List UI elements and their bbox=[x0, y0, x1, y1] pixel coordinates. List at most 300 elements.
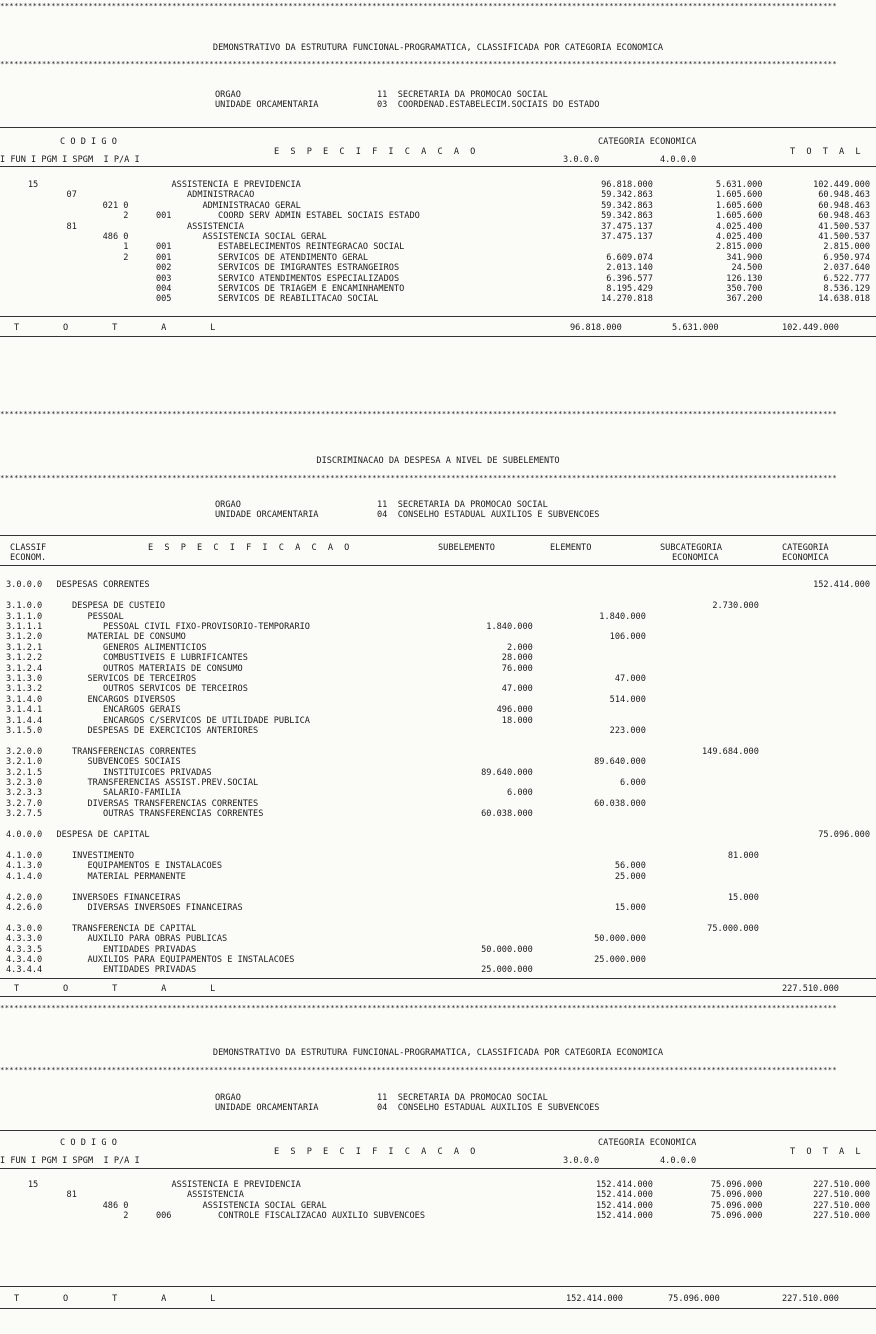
elemento-cell bbox=[533, 841, 646, 851]
fun-cell: 15 bbox=[27, 180, 39, 190]
subelemento-cell bbox=[420, 570, 533, 580]
fun-cell bbox=[6, 190, 38, 200]
subelemento-cell bbox=[420, 893, 533, 903]
subelemento-cell bbox=[420, 726, 533, 736]
categoria-cell bbox=[759, 861, 870, 871]
elemento-cell bbox=[533, 736, 646, 746]
section2-h-subcat1: SUBCATEGORIA bbox=[660, 543, 723, 553]
cat2-cell: 1.605.600 bbox=[715, 190, 763, 201]
fun-cell bbox=[6, 222, 38, 232]
classif-cell: 4.2.0.0 bbox=[6, 892, 43, 903]
total-cell: 6.950.974 bbox=[823, 252, 870, 263]
desc-cell: OUTROS MATERIAIS DE CONSUMO bbox=[56, 663, 243, 674]
subelemento-cell bbox=[420, 632, 533, 642]
subcategoria-cell bbox=[646, 788, 759, 798]
elemento-cell bbox=[533, 768, 646, 778]
total-cell: 41.500.537 bbox=[818, 232, 870, 243]
desc-cell: GENEROS ALIMENTICIOS bbox=[56, 642, 207, 653]
pgm-cell bbox=[38, 253, 77, 263]
total-cell: 60.948.463 bbox=[818, 200, 870, 211]
pgm-cell bbox=[38, 211, 77, 221]
desc-cell: DESPESA DE CUSTEIO bbox=[56, 601, 166, 612]
subelemento-cell bbox=[420, 612, 533, 622]
cat1-cell: 152.414.000 bbox=[595, 1211, 653, 1222]
section2-unidade-value: 04 CONSELHO ESTADUAL AUXILIOS E SUBVENCOES bbox=[377, 510, 600, 520]
subcategoria-cell bbox=[646, 674, 759, 684]
section1-cat-col2: 4.0.0.0 bbox=[660, 155, 697, 165]
cat1-cell: 59.342.863 bbox=[601, 211, 653, 222]
elemento-cell: 25.000 bbox=[614, 871, 646, 882]
desc-cell: MATERIAL DE CONSUMO bbox=[56, 632, 186, 643]
desc-cell: TRANSFERENCIAS ASSIST.PREV.SOCIAL bbox=[56, 778, 259, 789]
table-row bbox=[6, 955, 870, 965]
fun-cell bbox=[6, 263, 38, 273]
classif-cell bbox=[6, 913, 56, 923]
subelemento-cell bbox=[420, 830, 533, 840]
elemento-cell: 50.000.000 bbox=[594, 934, 646, 945]
section3-unidade-label: UNIDADE ORCAMENTARIA bbox=[215, 1103, 319, 1113]
subelemento-cell: 50.000.000 bbox=[481, 944, 533, 955]
subelemento-cell: 28.000 bbox=[501, 653, 533, 664]
table-row bbox=[6, 913, 870, 923]
total-cell: 227.510.000 bbox=[813, 1190, 870, 1201]
star-border-top-3: ************************************************************************************************************************************************************************************ bbox=[0, 1004, 837, 1012]
elemento-cell: 6.000 bbox=[620, 778, 646, 789]
table-row bbox=[6, 253, 870, 263]
total-cell: 227.510.000 bbox=[813, 1180, 870, 1190]
classif-cell: 3.1.1.0 bbox=[6, 611, 43, 622]
subcategoria-cell bbox=[646, 799, 759, 809]
section2-h-subelemento: SUBELEMENTO bbox=[438, 543, 495, 553]
desc-cell: OUTROS SERVICOS DE TERCEIROS bbox=[56, 684, 248, 695]
cat2-cell: 24.500 bbox=[731, 263, 763, 274]
categoria-cell bbox=[759, 632, 870, 642]
subelemento-cell bbox=[420, 841, 533, 851]
classif-cell: 4.1.0.0 bbox=[6, 850, 43, 861]
subcategoria-cell: 81.000 bbox=[727, 850, 759, 861]
elemento-cell bbox=[533, 788, 646, 798]
subelemento-cell bbox=[420, 580, 533, 590]
classif-cell: 3.2.0.0 bbox=[6, 746, 43, 757]
fun-cell bbox=[6, 253, 38, 263]
table-row bbox=[6, 591, 870, 601]
categoria-cell bbox=[759, 924, 870, 934]
elemento-cell bbox=[533, 705, 646, 715]
pa-cell bbox=[128, 201, 171, 211]
subelemento-cell bbox=[420, 924, 533, 934]
categoria-cell bbox=[759, 955, 870, 965]
section3-espec-header: E S P E C I F I C A C A O bbox=[274, 1147, 479, 1157]
subelemento-cell: 18.000 bbox=[501, 715, 533, 726]
table-row bbox=[6, 570, 870, 580]
subcategoria-cell: 149.684.000 bbox=[701, 746, 759, 757]
elemento-cell bbox=[533, 809, 646, 819]
classif-cell: 4.3.3.5 bbox=[6, 944, 43, 955]
classif-cell bbox=[6, 570, 56, 580]
subelemento-cell bbox=[420, 736, 533, 746]
cat1-cell: 152.414.000 bbox=[595, 1190, 653, 1201]
table-row bbox=[6, 820, 870, 830]
desc-cell: PESSOAL CIVIL FIXO-PROVISORIO-TEMPORARIO bbox=[56, 622, 310, 632]
table-row bbox=[6, 263, 870, 273]
desc-cell: ENCARGOS C/SERVICOS DE UTILIDADE PUBLICA bbox=[56, 715, 310, 726]
elemento-cell bbox=[533, 684, 646, 694]
pgm-cell bbox=[38, 180, 77, 190]
section3-codigo-subheader: I FUN I PGM I SPGM I P/A I bbox=[0, 1156, 140, 1166]
section1-total-header: T O T A L bbox=[790, 147, 864, 157]
classif-cell: 3.1.1.1 bbox=[6, 622, 43, 632]
categoria-cell bbox=[759, 695, 870, 705]
categoria-cell bbox=[759, 903, 870, 913]
classif-cell: 3.1.3.0 bbox=[6, 674, 43, 685]
classif-cell: 3.1.2.2 bbox=[6, 653, 43, 664]
table-row bbox=[6, 242, 870, 252]
classif-cell: 4.3.4.4 bbox=[6, 965, 43, 976]
subelemento-cell bbox=[420, 913, 533, 923]
categoria-cell bbox=[759, 757, 870, 767]
total-cell: 6.522.777 bbox=[823, 273, 870, 284]
categoria-cell bbox=[759, 945, 870, 955]
categoria-cell bbox=[759, 934, 870, 944]
subcategoria-cell bbox=[646, 591, 759, 601]
desc-cell: ENCARGOS DIVERSOS bbox=[56, 694, 176, 705]
fun-cell bbox=[6, 232, 38, 242]
section2-h-cat1: CATEGORIA bbox=[782, 543, 829, 553]
elemento-cell: 60.038.000 bbox=[594, 798, 646, 809]
categoria-cell bbox=[759, 643, 870, 653]
categoria-cell bbox=[759, 705, 870, 715]
subcategoria-cell bbox=[646, 861, 759, 871]
table-row bbox=[6, 201, 870, 211]
classif-cell: 4.1.4.0 bbox=[6, 871, 43, 882]
desc-cell: TRANSFERENCIA DE CAPITAL bbox=[56, 923, 197, 934]
section2-h-classif: CLASSIF bbox=[10, 543, 47, 553]
table-row bbox=[6, 747, 870, 757]
subelemento-cell bbox=[420, 799, 533, 809]
cat1-cell bbox=[494, 242, 653, 252]
total-cell: 227.510.000 bbox=[813, 1200, 870, 1211]
categoria-cell bbox=[759, 664, 870, 674]
classif-cell: 3.1.5.0 bbox=[6, 726, 43, 737]
desc-cell: DESPESAS DE EXERCICIOS ANTERIORES bbox=[56, 726, 259, 737]
pa-cell bbox=[128, 1190, 171, 1200]
classif-cell: 3.2.7.0 bbox=[6, 798, 43, 809]
table-row bbox=[6, 872, 870, 882]
subelemento-cell bbox=[420, 903, 533, 913]
classif-cell bbox=[6, 591, 56, 601]
subelemento-cell: 60.038.000 bbox=[481, 809, 533, 820]
pa-cell: 005 bbox=[155, 294, 172, 305]
desc-cell: ASSISTENCIA E PREVIDENCIA bbox=[171, 180, 301, 190]
subcategoria-cell bbox=[646, 736, 759, 746]
fun-cell bbox=[6, 242, 38, 252]
elemento-cell bbox=[533, 580, 646, 590]
categoria-cell bbox=[759, 684, 870, 694]
pa-cell bbox=[128, 232, 171, 242]
cat1-cell: 37.475.137 bbox=[601, 221, 653, 232]
classif-cell: 3.2.1.0 bbox=[6, 757, 43, 768]
classif-cell: 3.1.4.0 bbox=[6, 694, 43, 705]
classif-cell: 3.1.4.1 bbox=[6, 705, 43, 716]
desc-cell: OUTRAS TRANSFERENCIAS CORRENTES bbox=[56, 809, 264, 820]
cat2-cell: 1.605.600 bbox=[715, 211, 763, 222]
section3-orgao-value: 11 SECRETARIA DA PROMOCAO SOCIAL bbox=[377, 1093, 548, 1103]
classif-cell: 4.0.0.0 bbox=[6, 830, 43, 841]
section1-total-c2: 5.631.000 bbox=[672, 323, 719, 333]
cat2-cell: 5.631.000 bbox=[715, 180, 763, 190]
classif-cell bbox=[6, 820, 56, 830]
elemento-cell bbox=[533, 622, 646, 632]
elemento-cell bbox=[533, 965, 646, 975]
desc-cell: SERVICO ATENDIMENTOS ESPECIALIZADOS bbox=[171, 273, 400, 284]
subelemento-cell bbox=[420, 747, 533, 757]
pa-cell: 001 bbox=[155, 211, 172, 222]
categoria-cell bbox=[759, 778, 870, 788]
classif-cell: 3.1.3.2 bbox=[6, 684, 43, 695]
star-border-bottom-3: ************************************************************************************************************************************************************************************ bbox=[0, 1066, 837, 1074]
desc-cell bbox=[56, 736, 419, 746]
pgm-cell bbox=[38, 263, 77, 273]
categoria-cell: 152.414.000 bbox=[813, 580, 870, 591]
section2-table bbox=[6, 570, 870, 976]
table-row bbox=[6, 222, 870, 232]
subelemento-cell bbox=[420, 872, 533, 882]
cat2-cell: 126.130 bbox=[726, 273, 763, 284]
section3-cat-col1: 3.0.0.0 bbox=[563, 1156, 600, 1166]
table-row bbox=[6, 882, 870, 892]
elemento-cell bbox=[533, 830, 646, 840]
table-row bbox=[6, 788, 870, 798]
desc-cell bbox=[56, 913, 419, 923]
elemento-cell: 47.000 bbox=[614, 674, 646, 685]
spgm-cell bbox=[77, 284, 129, 294]
subcategoria-cell bbox=[646, 622, 759, 632]
desc-cell bbox=[56, 820, 419, 830]
total-cell: 8.536.129 bbox=[823, 284, 870, 295]
pgm-cell: 07 bbox=[66, 190, 77, 201]
cat1-cell: 152.414.000 bbox=[595, 1200, 653, 1211]
total-cell: 14.638.018 bbox=[818, 294, 870, 305]
subelemento-cell: 6.000 bbox=[506, 788, 533, 799]
categoria-cell bbox=[759, 736, 870, 746]
table-row bbox=[6, 965, 870, 975]
pgm-cell bbox=[38, 232, 77, 242]
spgm-cell bbox=[77, 190, 129, 200]
desc-cell: DESPESA DE CAPITAL bbox=[56, 830, 150, 841]
subcategoria-cell bbox=[646, 882, 759, 892]
subelemento-cell bbox=[420, 674, 533, 684]
elemento-cell bbox=[533, 570, 646, 580]
subelemento-cell bbox=[420, 591, 533, 601]
fun-cell bbox=[6, 284, 38, 294]
section3-cat-col2: 4.0.0.0 bbox=[660, 1156, 697, 1166]
pgm-cell bbox=[38, 1201, 77, 1211]
spgm-cell bbox=[77, 294, 129, 304]
subcategoria-cell bbox=[646, 726, 759, 736]
fun-cell bbox=[6, 274, 38, 284]
table-row bbox=[6, 232, 870, 242]
subcategoria-cell: 2.730.000 bbox=[712, 601, 759, 612]
table-row bbox=[6, 580, 870, 590]
spgm-cell bbox=[77, 1180, 129, 1190]
subcategoria-cell bbox=[646, 778, 759, 788]
categoria-cell bbox=[759, 913, 870, 923]
table-row bbox=[6, 274, 870, 284]
table-row bbox=[6, 612, 870, 622]
subcategoria-cell bbox=[646, 612, 759, 622]
fun-cell bbox=[6, 1211, 38, 1221]
section1-orgao-value: 11 SECRETARIA DA PROMOCAO SOCIAL bbox=[377, 90, 548, 100]
elemento-cell: 56.000 bbox=[614, 861, 646, 872]
classif-cell bbox=[6, 882, 56, 892]
total-cell: 102.449.000 bbox=[813, 180, 870, 190]
desc-cell: DESPESAS CORRENTES bbox=[56, 580, 150, 591]
section3-title: DEMONSTRATIVO DA ESTRUTURA FUNCIONAL-PROGRAMATICA, CLASSIFICADA POR CATEGORIA ECONOMICA bbox=[212, 1048, 664, 1058]
star-border-top-2: ************************************************************************************************************************************************************************************ bbox=[0, 410, 837, 418]
cat2-cell: 350.700 bbox=[726, 284, 763, 295]
table-row bbox=[6, 757, 870, 767]
pa-cell: 006 bbox=[155, 1211, 172, 1222]
table-row bbox=[6, 674, 870, 684]
cat1-cell: 152.414.000 bbox=[595, 1180, 653, 1190]
elemento-cell bbox=[533, 601, 646, 611]
section1-total-label: T O T A L bbox=[14, 323, 219, 333]
desc-cell: DIVERSAS INVERSOES FINANCEIRAS bbox=[56, 902, 243, 913]
desc-cell: INVESTIMENTO bbox=[56, 850, 135, 861]
table-row bbox=[6, 851, 870, 861]
cat1-cell: 6.396.577 bbox=[606, 273, 653, 284]
table-row bbox=[6, 799, 870, 809]
section3-orgao-label: ORGAO bbox=[215, 1093, 241, 1103]
subcategoria-cell bbox=[646, 903, 759, 913]
spgm-cell: 2 bbox=[123, 211, 129, 222]
desc-cell: ENTIDADES PRIVADAS bbox=[56, 965, 197, 976]
classif-cell: 3.2.3.0 bbox=[6, 778, 43, 789]
fun-cell bbox=[6, 294, 38, 304]
elemento-cell bbox=[533, 643, 646, 653]
elemento-cell bbox=[533, 653, 646, 663]
subcategoria-cell bbox=[646, 705, 759, 715]
subcategoria-cell bbox=[646, 632, 759, 642]
categoria-cell bbox=[759, 622, 870, 632]
elemento-cell bbox=[533, 913, 646, 923]
desc-cell: CONTROLE FISCALIZACAO AUXILIO SUBVENCOES bbox=[171, 1211, 425, 1222]
subcategoria-cell bbox=[646, 684, 759, 694]
classif-cell: 3.2.7.5 bbox=[6, 809, 43, 820]
pa-cell: 004 bbox=[155, 284, 172, 295]
pa-cell bbox=[128, 190, 171, 200]
subcategoria-cell bbox=[646, 768, 759, 778]
desc-cell: SALARIO-FAMILIA bbox=[56, 788, 181, 799]
desc-cell: ADMINISTRACAO GERAL bbox=[171, 200, 301, 211]
table-row bbox=[6, 841, 870, 851]
fun-cell: 15 bbox=[27, 1180, 39, 1190]
table-row bbox=[6, 1201, 870, 1211]
desc-cell: SERVICOS DE TERCEIROS bbox=[56, 674, 197, 685]
categoria-cell bbox=[759, 841, 870, 851]
subelemento-cell bbox=[420, 778, 533, 788]
desc-cell: SUBVENCOES SOCIAIS bbox=[56, 757, 181, 768]
section2-total-value: 227.510.000 bbox=[782, 984, 839, 994]
elemento-cell: 1.840.000 bbox=[599, 611, 646, 622]
section2-h-cat2: ECONOMICA bbox=[782, 553, 829, 563]
cat1-cell: 59.342.863 bbox=[601, 200, 653, 211]
desc-cell: AUXILIO PARA OBRAS PUBLICAS bbox=[56, 934, 228, 945]
section3-total-c1: 152.414.000 bbox=[566, 1294, 623, 1304]
table-row bbox=[6, 632, 870, 642]
table-row bbox=[6, 830, 870, 840]
desc-cell bbox=[56, 841, 419, 851]
categoria-cell bbox=[759, 591, 870, 601]
pa-cell: 001 bbox=[155, 252, 172, 263]
section3-total-total: 227.510.000 bbox=[782, 1294, 839, 1304]
section3-table bbox=[6, 1180, 870, 1222]
pgm-cell: 81 bbox=[66, 1190, 77, 1201]
table-row bbox=[6, 190, 870, 200]
subcategoria-cell bbox=[646, 872, 759, 882]
elemento-cell bbox=[533, 747, 646, 757]
elemento-cell bbox=[533, 851, 646, 861]
categoria-cell: 75.096.000 bbox=[818, 830, 870, 841]
pa-cell: 003 bbox=[155, 273, 172, 284]
subelemento-cell bbox=[420, 955, 533, 965]
table-row bbox=[6, 705, 870, 715]
classif-cell: 3.1.0.0 bbox=[6, 601, 43, 612]
desc-cell: ESTABELECIMENTOS REINTEGRACAO SOCIAL bbox=[171, 242, 405, 253]
subcategoria-cell: 15.000 bbox=[727, 892, 759, 903]
total-cell: 60.948.463 bbox=[818, 190, 870, 201]
section2-h-econom: ECONOM. bbox=[10, 553, 47, 563]
desc-cell: ASSISTENCIA bbox=[171, 221, 244, 232]
table-row bbox=[6, 736, 870, 746]
table-row bbox=[6, 684, 870, 694]
subelemento-cell: 76.000 bbox=[501, 663, 533, 674]
total-cell: 227.510.000 bbox=[813, 1211, 870, 1222]
table-row bbox=[6, 945, 870, 955]
categoria-cell bbox=[759, 726, 870, 736]
table-row bbox=[6, 643, 870, 653]
subcategoria-cell bbox=[646, 965, 759, 975]
table-row bbox=[6, 903, 870, 913]
subcategoria-cell bbox=[646, 580, 759, 590]
categoria-cell bbox=[759, 601, 870, 611]
subelemento-cell: 47.000 bbox=[501, 684, 533, 695]
desc-cell: SERVICOS DE ATENDIMENTO GERAL bbox=[171, 252, 369, 263]
section3-unidade-value: 04 CONSELHO ESTADUAL AUXILIOS E SUBVENCOES bbox=[377, 1103, 600, 1113]
table-row bbox=[6, 695, 870, 705]
spgm-cell bbox=[77, 274, 129, 284]
desc-cell: COORD SERV ADMIN ESTABEL SOCIAIS ESTADO bbox=[171, 211, 420, 222]
table-row bbox=[6, 664, 870, 674]
section3-cat-header: CATEGORIA ECONOMICA bbox=[598, 1138, 697, 1148]
elemento-cell bbox=[533, 893, 646, 903]
pgm-cell bbox=[38, 242, 77, 252]
cat1-cell: 59.342.863 bbox=[601, 190, 653, 201]
subcategoria-cell bbox=[646, 945, 759, 955]
desc-cell: ENCARGOS GERAIS bbox=[56, 705, 181, 716]
total-cell: 2.815.000 bbox=[823, 242, 870, 253]
desc-cell: MATERIAL PERMANENTE bbox=[56, 871, 186, 882]
table-row bbox=[6, 1180, 870, 1190]
cat2-cell: 75.096.000 bbox=[710, 1211, 763, 1222]
spgm-cell: 486 0 bbox=[102, 1200, 129, 1211]
pgm-cell bbox=[38, 1211, 77, 1221]
subelemento-cell: 1.840.000 bbox=[486, 622, 533, 632]
pa-cell bbox=[128, 222, 171, 232]
subcategoria-cell bbox=[646, 934, 759, 944]
section2-orgao-label: ORGAO bbox=[215, 500, 241, 510]
pa-cell: 002 bbox=[155, 263, 172, 274]
